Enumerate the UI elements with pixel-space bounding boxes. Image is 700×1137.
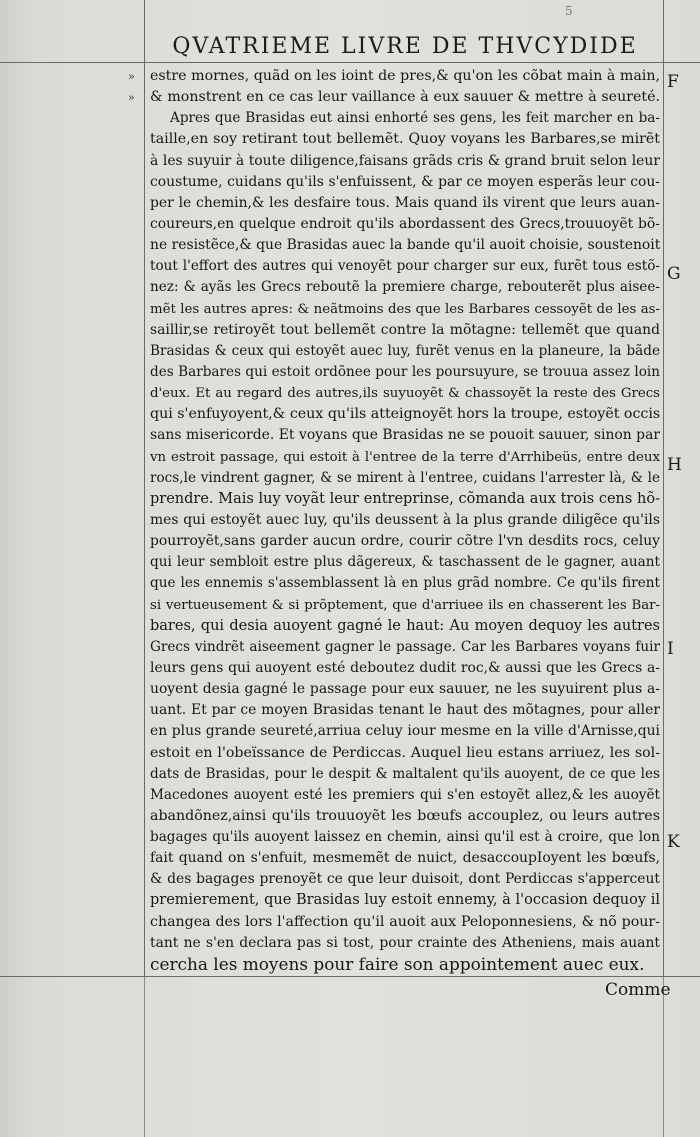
header-rule (0, 62, 700, 63)
text-line: saillir,se retiroyẽt tout bellemẽt contre la mõtagne: tellemẽt que quand (150, 321, 660, 338)
text-line: bagages qu'ils auoyent laissez en chemin, ainsi qu'il est à croire, que lon (150, 829, 660, 846)
text-line: & monstrent en ce cas leur vaillance à eux sauuer & mettre à seureté. (150, 89, 660, 106)
text-line: mes qui estoyẽt auec luy, qu'ils deussent à la plus grande diligẽce qu'ils (150, 511, 660, 528)
right-margin-rule (663, 0, 664, 978)
text-line: uant. Et par ce moyen Brasidas tenant le haut des mõtagnes, pour aller (150, 702, 660, 719)
text-line: rocs,le vindrent gagner, & se mirent à l'entree, cuidans l'arrester là, & le (150, 469, 660, 486)
quote-mark: » (128, 70, 135, 83)
text-line: tout l'effort des autres qui venoyẽt pour charger sur eux, furẽt tous estõ- (150, 258, 660, 275)
text-line: estoit en l'obeïssance de Perdiccas. Auquel lieu estans arriuez, les sol- (150, 744, 660, 761)
text-line: vn estroit passage, qui estoit à l'entree de la terre d'Arrhibeüs, entre deux (150, 449, 660, 465)
text-line: d'eux. Et au regard des autres,ils suyuoyẽt & chassoyẽt la reste des Grecs (150, 386, 660, 402)
text-line: qui s'enfuyoyent,& ceux qu'ils atteignoyẽt hors la troupe, estoyẽt occis (150, 406, 660, 423)
text-line: tant ne s'en declara pas si tost, pour crainte des Atheniens, mais auant (150, 934, 660, 951)
text-line: dats de Brasidas, pour le despit & maltalent qu'ils auoyent, de ce que les (150, 765, 660, 782)
text-line: fait quand on s'enfuit, mesmemẽt de nuict, desaccoupIoyent les bœufs, (150, 850, 660, 867)
text-line: per le chemin,& les desfaire tous. Mais quand ils virent que leurs auan- (150, 194, 660, 211)
text-line: que les ennemis s'assemblassent là en plus grãd nombre. Ce qu'ils firent (150, 575, 660, 592)
left-margin-rule (144, 0, 145, 978)
main-text-block (150, 66, 660, 975)
text-line: sans misericorde. Et voyans que Brasidas ne se pouoit sauuer, sinon par (150, 427, 660, 444)
text-line: & des bagages prenoyẽt ce que leur duisoit, dont Perdiccas s'apperceut (150, 871, 660, 888)
right-margin-rule-lower (663, 976, 664, 1137)
text-line: nez: & ayãs les Grecs reboutẽ la premiere charge, rebouterẽt plus aisee- (150, 279, 660, 296)
text-line: en plus grande seureté,arriua celuy iour mesme en la ville d'Arnisse,qui (150, 723, 660, 740)
text-line: pourroyẽt,sans garder aucun ordre, courir cõtre l'vn desdits rocs, celuy (150, 533, 660, 550)
text-line: à les suyuir à toute diligence,faisans grãds cris & grand bruit selon leur (150, 152, 660, 169)
margin-letter-k: K (667, 832, 680, 852)
text-line: changea des lors l'affection qu'il auoit aux Peloponnesiens, & nõ pour- (150, 913, 660, 930)
text-line: mẽt les autres apres: & neãtmoins des que les Barbares cessoyẽt de les as- (150, 301, 660, 317)
text-line: leurs gens qui auoyent esté deboutez dudit roc,& aussi que les Grecs a- (150, 659, 660, 676)
text-line: bares, qui desia auoyent gagné le haut: Au moyen dequoy les autres (150, 617, 660, 634)
text-line: qui leur sembloit estre plus dãgereux, & taschassent de le gagner, auant (150, 554, 660, 571)
quotation-marks (128, 66, 135, 108)
text-line: estre mornes, quãd on les ioint de pres,& qu'on les cõbat main à main, (150, 68, 660, 84)
left-margin-rule-lower (144, 976, 145, 1137)
text-line: si vertueusement & si prõptement, que d'arriuee ils en chasserent les Bar- (150, 597, 660, 613)
text-line: taille,en soy retirant tout bellemẽt. Quoy voyans les Barbares,se mirẽt (150, 131, 660, 148)
running-title: QVATRIEME LIVRE DE THVCYDIDE (172, 34, 638, 59)
footer-rule (0, 976, 700, 977)
text-line: premierement, que Brasidas luy estoit ennemy, à l'occasion dequoy il (150, 892, 660, 909)
margin-letter-f: F (667, 72, 679, 92)
text-line: coustume, cuidans qu'ils s'enfuissent, & par ce moyen esperãs leur cou- (150, 173, 660, 190)
text-line: des Barbares qui estoit ordõnee pour les poursuyure, se trouua assez loin (150, 363, 660, 380)
catchword: Comme (605, 980, 671, 1000)
text-line: ne resistẽce,& que Brasidas auec la bande qu'il auoit choisie, soustenoit (150, 237, 660, 254)
quote-mark: » (128, 91, 135, 105)
text-line: Apres que Brasidas eut ainsi enhorté ses gens, les feit marcher en ba- (170, 110, 660, 127)
text-line: cercha les moyens pour faire son appointement auec eux. (150, 953, 645, 974)
text-line: coureurs,en quelque endroit qu'ils abordassent des Grecs,trouuoyẽt bõ- (150, 215, 660, 232)
text-line: Grecs vindrẽt aiseement gagner le passage. Car les Barbares voyans fuir (150, 638, 660, 655)
text-line: Brasidas & ceux qui estoyẽt auec luy, furẽt venus en la planeure, la bãde (150, 342, 660, 359)
text-line: Macedones auoyent esté les premiers qui s'en estoyẽt allez,& les auoyẽt (150, 786, 660, 803)
text-line: abandõnez,ainsi qu'ils trouuoyẽt les bœufs accouplez, ou leurs autres (150, 807, 660, 824)
margin-letter-g: G (667, 264, 681, 284)
text-line: prendre. Mais luy voyãt leur entreprinse, cõmanda aux trois cens hõ- (150, 490, 660, 507)
margin-letter-h: H (667, 455, 682, 475)
folio-number: 5 (565, 4, 573, 18)
margin-letter-i: I (667, 639, 674, 659)
text-line: uoyent desia gagné le passage pour eux sauuer, ne les suyuirent plus a- (150, 681, 660, 698)
